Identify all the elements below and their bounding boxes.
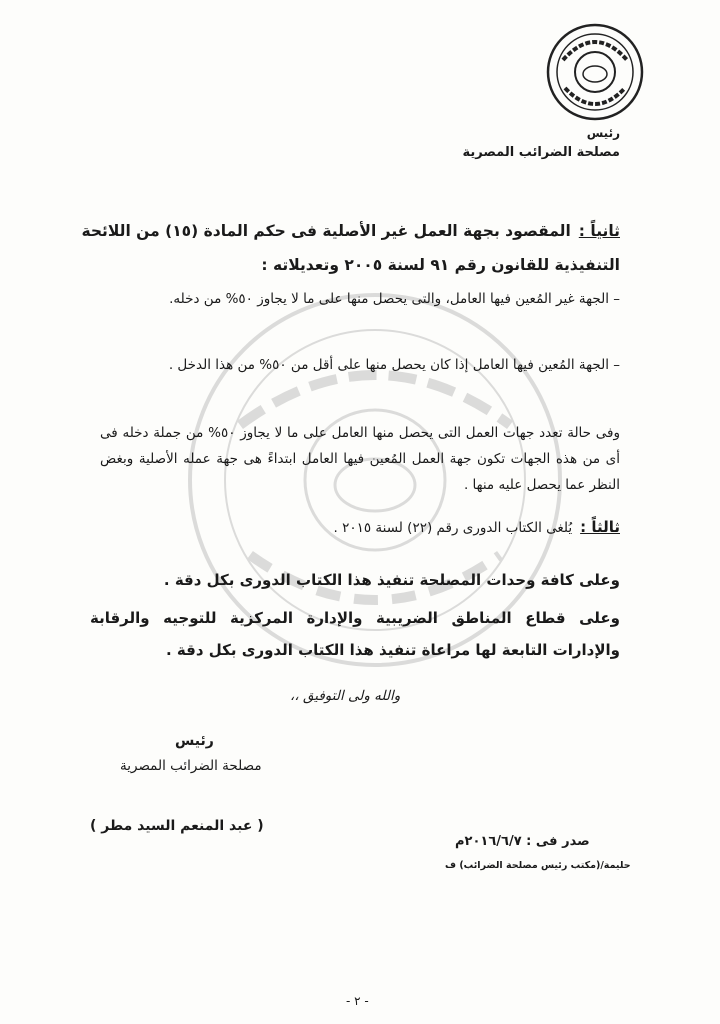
section-two-label: ثانياً : xyxy=(578,222,620,240)
issue-date: صدر فى : ٢٠١٦/٦/٧م xyxy=(455,834,590,849)
signature-role: رئيس xyxy=(175,733,214,749)
section-two-heading-line1: المقصود بجهة العمل غير الأصلية فى حكم المادة (١٥) من اللائحة xyxy=(81,222,571,240)
signature-org: مصلحة الضرائب المصرية xyxy=(120,758,262,774)
reference-note: حليمة/(مكتب رئيس مصلحة الضرائب) ف xyxy=(445,860,631,871)
section-two-heading-line2: التنفيذية للقانون رقم ٩١ لسنة ٢٠٠٥ وتعديلاته : xyxy=(261,256,620,274)
header-role: رئيس xyxy=(586,126,620,140)
directive-units: وعلى كافة وحدات المصلحة تنفيذ هذا الكتاب الدورى بكل دقة . xyxy=(163,571,620,589)
closing-salutation: والله ولى التوفيق ،، xyxy=(290,688,401,704)
page-number: - ٢ - xyxy=(346,994,369,1008)
directive-sectors: وعلى قطاع المناطق الضريبية والإدارة المركزية للتوجيه والرقابة والإدارات التابعة لها مراعاة تنفيذ هذا الكتاب الدورى بكل دقة . xyxy=(90,609,620,659)
section-three-text: يُلغى الكتاب الدورى رقم (٢٢) لسنة ٢٠١٥ . xyxy=(333,520,573,536)
multi-employer-paragraph: وفى حالة تعدد جهات العمل التى يحصل منها العامل على ما لا يجاوز ٥٠% من جملة دخله فى أى من هذه الجهات تكون جهة العمل المُعين فيها العامل ابتداءً هى جهة عمله الأصلية وبغض النظر عما يحصل عليه منها . xyxy=(100,425,620,493)
signatory-name: ( عبد المنعم السيد مطر ) xyxy=(90,818,264,834)
ministry-seal-icon xyxy=(545,22,645,122)
section-two-heading xyxy=(80,216,620,246)
section-three xyxy=(100,514,620,541)
section-three-label: ثالثاً : xyxy=(580,518,620,536)
header-org: مصلحة الضرائب المصرية xyxy=(462,145,620,160)
list-item: – الجهة غير المُعين فيها العامل، والتى يحصل منها على ما لا يجاوز ٥٠% من دخله. xyxy=(169,291,620,307)
list-item: – الجهة المُعين فيها العامل إذا كان يحصل منها على أقل من ٥٠% من هذا الدخل . xyxy=(168,357,620,373)
